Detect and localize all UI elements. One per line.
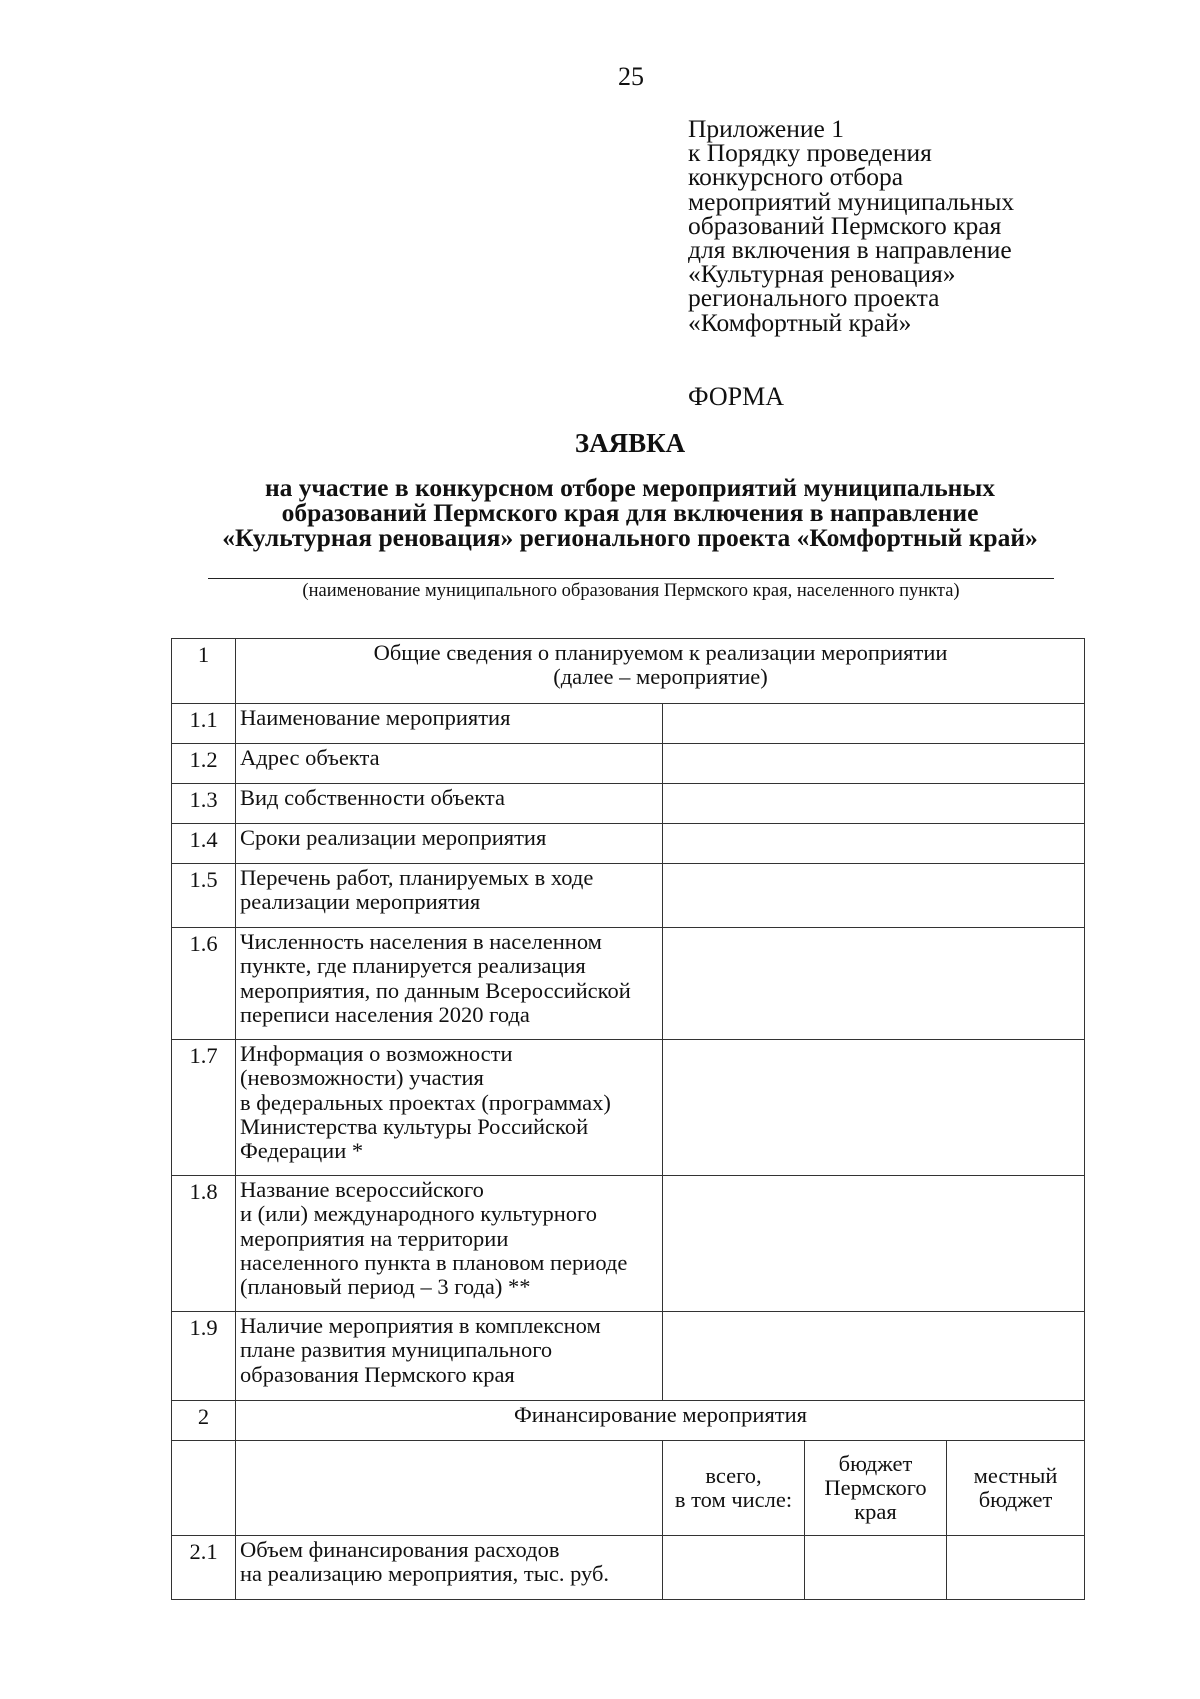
row-number: 1.3: [172, 784, 236, 824]
row-value-cell[interactable]: [663, 824, 1085, 864]
row-label-line: Министерства культуры Российской: [240, 1113, 589, 1139]
row-label: [236, 1176, 663, 1312]
row-number: 1.5: [172, 864, 236, 928]
row-label: [236, 824, 663, 864]
appendix-line: образований Пермского края: [688, 210, 1002, 240]
row-label-line: плане развития муниципального: [240, 1337, 553, 1363]
header-line: бюджет: [838, 1450, 913, 1476]
appendix-line: конкурсного отбора: [688, 162, 904, 192]
row-label-line: пункте, где планируется реализация: [240, 953, 586, 979]
row-value-cell[interactable]: [663, 1312, 1085, 1401]
column-header-total: [663, 1441, 805, 1536]
row-label-line: реализации мероприятия: [240, 889, 481, 915]
row-value-cell[interactable]: [663, 1040, 1085, 1176]
row-label-line: Наименование мероприятия: [240, 705, 511, 730]
application-form-table: [171, 638, 1085, 1600]
row-label: [236, 928, 663, 1040]
row-label-line: Наличие мероприятия в комплексном: [240, 1313, 601, 1338]
title-main: ЗАЯВКА: [574, 428, 686, 458]
table-row: [172, 1401, 1085, 1441]
financing-regional-cell[interactable]: [805, 1536, 947, 1600]
table-row: [172, 1040, 1085, 1176]
row-number: 1.2: [172, 744, 236, 784]
header-line: в том числе:: [674, 1487, 793, 1512]
row-label: [236, 864, 663, 928]
row-label-line: образования Пермского края: [240, 1361, 515, 1387]
row-label-line: (плановый период – 3 года) **: [240, 1274, 531, 1300]
row-label-line: переписи населения 2020 года: [240, 1001, 530, 1027]
municipality-name-caption: (наименование муниципального образования Пермского края, населенного пункта): [302, 581, 960, 601]
row-label-line: (невозможности) участия: [240, 1065, 484, 1091]
row-label: [236, 704, 663, 744]
empty-cell: [236, 1441, 663, 1536]
row-value-cell[interactable]: [663, 864, 1085, 928]
section-title: [236, 639, 1085, 704]
section-number: 2: [172, 1401, 236, 1441]
header-line: местный: [973, 1462, 1058, 1488]
table-row: [172, 824, 1085, 864]
table-row: [172, 864, 1085, 928]
row-label-line: мероприятия, по данным Всероссийской: [240, 977, 631, 1003]
row-value-cell[interactable]: [663, 1176, 1085, 1312]
row-label: [236, 1040, 663, 1176]
row-label-line: Информация о возможности: [240, 1041, 513, 1066]
appendix-line: «Комфортный край»: [688, 307, 912, 337]
row-label-line: населенного пункта в плановом периоде: [240, 1249, 628, 1275]
row-value-cell[interactable]: [663, 704, 1085, 744]
row-number: 1.9: [172, 1312, 236, 1401]
table-row: [172, 704, 1085, 744]
table-row: [172, 928, 1085, 1040]
row-label-line: мероприятия на территории: [240, 1225, 509, 1251]
table-row: [172, 639, 1085, 704]
table-row: [172, 1176, 1085, 1312]
municipality-name-line[interactable]: [208, 578, 1054, 579]
row-value-cell[interactable]: [663, 744, 1085, 784]
section-number: 1: [172, 639, 236, 704]
table-row: [172, 1536, 1085, 1600]
column-header-regional-budget: [805, 1441, 947, 1536]
appendix-line: Приложение 1: [688, 114, 844, 143]
row-label-line: на реализацию мероприятия, тыс. руб.: [240, 1561, 610, 1587]
row-label-line: Вид собственности объекта: [240, 785, 505, 810]
empty-cell: [172, 1441, 236, 1536]
row-label-line: Перечень работ, планируемых в ходе: [240, 865, 594, 890]
page-number: 25: [618, 62, 644, 91]
row-label-line: Федерации *: [240, 1138, 364, 1164]
row-number: 1.7: [172, 1040, 236, 1176]
row-value-cell[interactable]: [663, 784, 1085, 824]
table-row: [172, 1441, 1085, 1536]
table-row: [172, 1312, 1085, 1401]
financing-total-cell[interactable]: [663, 1536, 805, 1600]
header-line: края: [854, 1499, 897, 1525]
section-title: Финансирование мероприятия: [236, 1401, 1085, 1441]
appendix-line: регионального проекта: [688, 283, 940, 313]
row-label-line: в федеральных проектах (программах): [240, 1089, 611, 1115]
row-number: 1.6: [172, 928, 236, 1040]
document-title: [170, 428, 1090, 550]
row-label-line: Название всероссийского: [240, 1177, 484, 1202]
header-line: Пермского: [824, 1474, 927, 1500]
row-label-line: Адрес объекта: [240, 745, 380, 770]
row-number: 2.1: [172, 1536, 236, 1600]
row-label: [236, 1312, 663, 1401]
row-label-line: Сроки реализации мероприятия: [240, 825, 547, 850]
row-label-line: Объем финансирования расходов: [240, 1537, 560, 1562]
appendix-line: мероприятий муниципальных: [688, 186, 1015, 216]
title-sub-line: на участие в конкурсном отборе мероприятий муниципальных: [264, 473, 996, 502]
appendix-heading: [688, 114, 1148, 337]
section-title-line: Общие сведения о планируемом к реализации мероприятии: [373, 640, 948, 665]
row-label: [236, 744, 663, 784]
header-line: всего,: [705, 1462, 762, 1488]
appendix-line: «Культурная реновация»: [688, 259, 956, 289]
row-value-cell[interactable]: [663, 928, 1085, 1040]
title-sub-line: образований Пермского края для включения в направление: [281, 498, 979, 527]
appendix-line: для включения в направление: [688, 235, 1012, 265]
appendix-line: к Порядку проведения: [688, 138, 932, 168]
row-number: 1.1: [172, 704, 236, 744]
row-number: 1.4: [172, 824, 236, 864]
row-label-line: и (или) международного культурного: [240, 1201, 597, 1227]
row-label: [236, 1536, 663, 1600]
column-header-local-budget: [947, 1441, 1085, 1536]
row-number: 1.8: [172, 1176, 236, 1312]
table-row: [172, 784, 1085, 824]
financing-local-cell[interactable]: [947, 1536, 1085, 1600]
forma-label: ФОРМА: [688, 382, 784, 411]
title-sub-line: «Культурная реновация» регионального проекта «Комфортный край»: [222, 523, 1038, 552]
table-row: [172, 744, 1085, 784]
header-line: бюджет: [978, 1487, 1053, 1512]
row-label: [236, 784, 663, 824]
section-title-line: (далее – мероприятие): [553, 664, 768, 690]
row-label-line: Численность населения в населенном: [240, 929, 602, 954]
